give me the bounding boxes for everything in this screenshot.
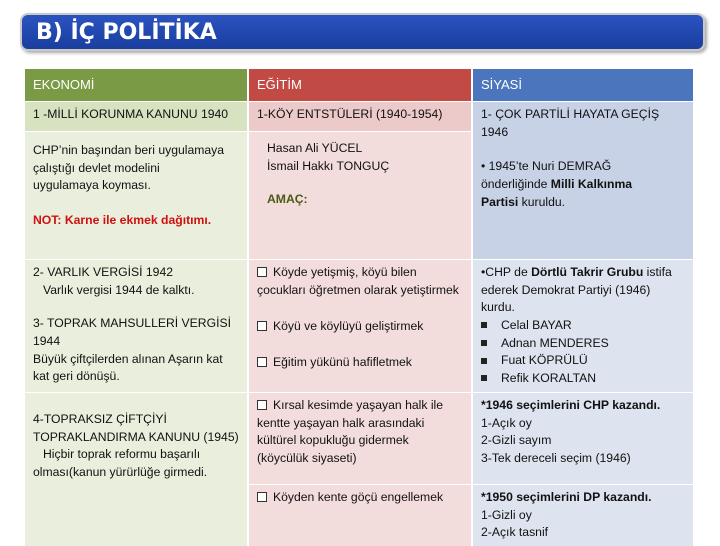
varlik-title: 2- VARLIK VERGİSİ 1942	[33, 265, 173, 279]
ekonomi-cell-vergiler	[25, 260, 248, 393]
ekonomi-text-line2: çalıştığı devlet modelini	[33, 160, 160, 175]
election-1950-item: 1-Gizli oy	[481, 507, 532, 522]
member-4: Refik KORALTAN	[481, 370, 685, 388]
toprak-text: Büyük çiftçilerden alınan Aşarın kat kat geri dönüşü.	[33, 351, 223, 384]
demrag-line2: önderliğinde Milli Kalkınma	[481, 177, 633, 192]
election-1950-title: *1950 seçimlerini DP kazandı.	[481, 489, 652, 504]
demrag-line1: • 1945’te Nuri DEMRAĞ	[481, 159, 612, 174]
siyasi-cell-dp	[472, 260, 694, 393]
page-title: B) İÇ POLİTİKA	[36, 20, 217, 45]
header-egitim: EĞİTİM	[248, 69, 472, 102]
goal-5: Köyden kente göçü engellemek	[257, 489, 463, 507]
toprak-title: 3- TOPRAK MAHSULLERİ VERGİSİ 1944	[33, 316, 231, 349]
siyasi-row1-line2: 1946	[481, 124, 509, 139]
amac-label: AMAÇ:	[267, 192, 308, 207]
election-1946-item: 2-Gizli sayım	[481, 433, 552, 448]
egitim-cell-goal5	[248, 484, 472, 546]
ekonomi-text-line1: CHP’nin başından beri uygulamaya	[33, 143, 225, 157]
topraksiz-line2: TOPRAKLANDIRMA KANUNU (1945)	[33, 429, 239, 444]
person-yucel: Hasan Ali YÜCEL	[267, 141, 363, 155]
person-tonguc: İsmail Hakkı TONGUÇ	[267, 158, 390, 173]
goal-3: Eğitim yükünü hafifletmek	[257, 354, 463, 372]
topraksiz-text2: olması(kanun yürürlüğe girmedi.	[33, 464, 208, 479]
election-1946-title: *1946 seçimlerini CHP kazandı.	[481, 397, 661, 412]
checkbox-icon	[257, 267, 267, 277]
egitim-cell-persons	[248, 132, 472, 260]
header-row	[25, 69, 694, 102]
ekonomi-cell-milli	[25, 132, 248, 260]
table-row	[25, 102, 694, 132]
goal-4: Kırsal kesimde yaşayan halk ile kentte yaşayan halk arasındaki kültürel kopukluğu gidermek (köycülük siyaseti)	[257, 397, 444, 465]
siyasi-row1-line1: 1- ÇOK PARTİLİ HAYATA GEÇİŞ	[481, 107, 660, 121]
checkbox-icon	[257, 321, 267, 331]
topraksiz-line1: 4-TOPRAKSIZ ÇİFTÇİYİ	[33, 411, 167, 426]
election-1946-item: 3-Tek dereceli seçim (1946)	[481, 450, 631, 465]
topraksiz-text1: Hiçbir toprak reformu başarılı	[43, 447, 201, 462]
bullet-square-icon	[481, 375, 487, 381]
egitim-cell-goal4	[248, 392, 472, 484]
member-1: Celal BAYAR	[481, 317, 685, 335]
checkbox-icon	[257, 357, 267, 367]
siyasi-cell-1946	[472, 392, 694, 484]
header-siyasi: SİYASİ	[472, 69, 694, 102]
dp-founding: •CHP de Dörtlü Takrir Grubu istifa ederek Demokrat Partiyi (1946) kurdu.	[481, 265, 672, 315]
demrag-line3: Partisi kuruldu.	[481, 194, 566, 209]
header-ekonomi: EKONOMİ	[25, 69, 248, 102]
ekonomi-row1: 1 -MİLLİ KORUNMA KANUNU 1940	[25, 102, 248, 132]
table-row	[25, 260, 694, 393]
table-row	[25, 392, 694, 484]
egitim-cell-goals	[248, 260, 472, 393]
politics-table	[25, 69, 695, 546]
election-1950-item: 2-Açık tasnif	[481, 525, 549, 540]
siyasi-cell-1950	[472, 484, 694, 546]
goal-1: Köyde yetişmiş, köyü bilen çocukları öğretmen olarak yetiştirmek	[257, 265, 459, 297]
egitim-row1: 1-KÖY ENTSTÜLERİ (1940-1954)	[248, 102, 472, 132]
ekonomi-text-line3: uygulamaya koyması.	[33, 178, 151, 193]
election-1946-item: 1-Açık oy	[481, 415, 532, 430]
bullet-square-icon	[481, 358, 487, 364]
bullet-square-icon	[481, 340, 487, 346]
member-3: Fuat KÖPRÜLÜ	[481, 352, 685, 370]
goal-2: Köyü ve köylüyü geliştirmek	[257, 318, 463, 336]
member-2: Adnan MENDERES	[481, 335, 685, 353]
siyasi-row1	[472, 102, 694, 260]
ekonomi-cell-topraksiz	[25, 392, 248, 546]
title-bar	[20, 13, 705, 51]
checkbox-icon	[257, 492, 267, 502]
checkbox-icon	[257, 400, 267, 410]
ekonomi-note: NOT: Karne ile ekmek dağıtımı.	[33, 213, 212, 228]
varlik-text: Varlık vergisi 1944 de kalktı.	[43, 282, 195, 297]
bullet-square-icon	[481, 322, 487, 328]
